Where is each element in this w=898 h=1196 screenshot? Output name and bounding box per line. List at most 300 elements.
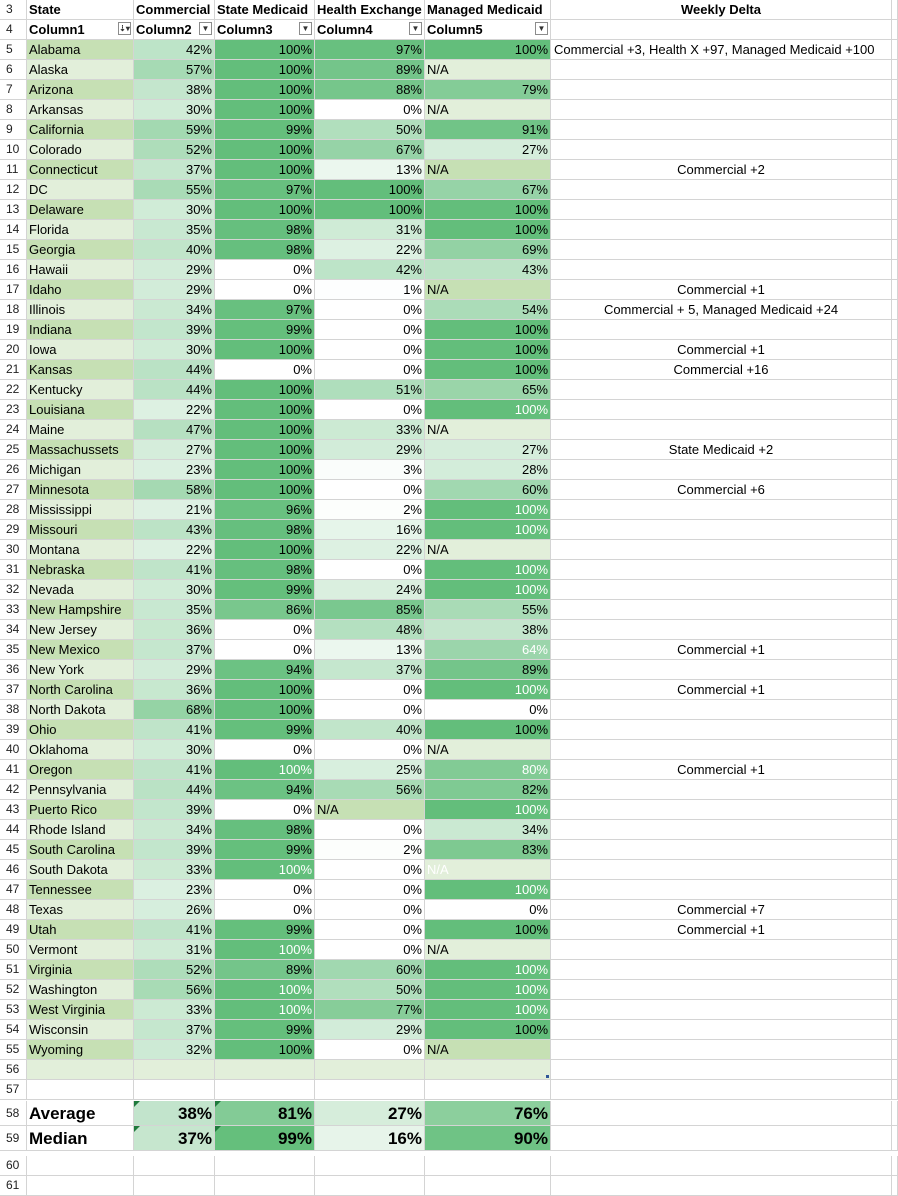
empty-cell[interactable] [215,1156,315,1176]
commercial-cell[interactable]: 29% [134,260,215,280]
state-medicaid-cell[interactable]: 100% [215,1040,315,1060]
row-header[interactable]: 48 [0,900,27,920]
row-header[interactable]: 52 [0,980,27,1000]
empty-cell[interactable] [551,1156,892,1176]
row-header[interactable]: 46 [0,860,27,880]
table-column-header-col1[interactable] [27,20,134,40]
table-resize-handle-icon[interactable] [546,1075,549,1078]
empty-cell[interactable] [134,1176,215,1196]
commercial-cell[interactable]: 21% [134,500,215,520]
empty-cell[interactable] [215,1176,315,1196]
empty-cell[interactable] [134,1156,215,1176]
state-medicaid-cell[interactable]: 0% [215,620,315,640]
commercial-cell[interactable]: 26% [134,900,215,920]
row-header[interactable]: 11 [0,160,27,180]
state-medicaid-cell[interactable]: 0% [215,280,315,300]
weekly-delta-cell[interactable] [551,260,892,280]
empty-cell[interactable] [892,280,898,300]
managed-medicaid-cell[interactable]: 100% [425,340,551,360]
state-name-cell[interactable]: New York [27,660,134,680]
row-header[interactable]: 23 [0,400,27,420]
health-exchange-cell[interactable]: 22% [315,240,425,260]
managed-medicaid-cell[interactable]: 91% [425,120,551,140]
commercial-cell[interactable]: 37% [134,160,215,180]
summary-label[interactable]: Median [27,1126,134,1151]
managed-medicaid-cell[interactable]: 60% [425,480,551,500]
weekly-delta-cell[interactable] [551,380,892,400]
health-exchange-cell[interactable]: 25% [315,760,425,780]
weekly-delta-cell[interactable]: Commercial +3, Health X +97, Managed Medicaid +100 [551,40,892,60]
empty-cell[interactable] [892,1080,898,1100]
commercial-cell[interactable]: 30% [134,580,215,600]
health-exchange-cell[interactable]: 50% [315,120,425,140]
weekly-delta-cell[interactable] [551,460,892,480]
health-exchange-cell[interactable]: 0% [315,700,425,720]
state-medicaid-cell[interactable]: 0% [215,360,315,380]
empty-cell[interactable] [892,380,898,400]
health-exchange-cell[interactable]: 100% [315,180,425,200]
commercial-cell[interactable]: 39% [134,840,215,860]
state-medicaid-cell[interactable]: 100% [215,460,315,480]
commercial-cell[interactable]: 40% [134,240,215,260]
state-medicaid-cell[interactable]: 98% [215,560,315,580]
managed-medicaid-cell[interactable]: 100% [425,720,551,740]
health-exchange-cell[interactable]: 13% [315,160,425,180]
state-medicaid-cell[interactable]: 100% [215,940,315,960]
state-name-cell[interactable]: Texas [27,900,134,920]
commercial-cell[interactable]: 23% [134,460,215,480]
managed-medicaid-cell[interactable]: 100% [425,200,551,220]
managed-medicaid-cell[interactable]: 64% [425,640,551,660]
row-header[interactable]: 60 [0,1156,27,1176]
state-name-cell[interactable]: Connecticut [27,160,134,180]
weekly-delta-cell[interactable]: Commercial +1 [551,340,892,360]
header-state[interactable]: State [27,0,134,20]
row-header[interactable]: 7 [0,80,27,100]
empty-cell[interactable] [551,20,892,40]
empty-cell[interactable] [892,520,898,540]
empty-cell[interactable] [892,700,898,720]
empty-cell[interactable] [892,1126,898,1151]
row-header[interactable]: 5 [0,40,27,60]
row-header[interactable]: 44 [0,820,27,840]
state-medicaid-cell[interactable]: 99% [215,120,315,140]
commercial-cell[interactable]: 41% [134,760,215,780]
state-name-cell[interactable]: Wisconsin [27,1020,134,1040]
empty-cell[interactable] [892,960,898,980]
weekly-delta-cell[interactable]: Commercial +1 [551,760,892,780]
header-commercial[interactable]: Commercial [134,0,215,20]
weekly-delta-cell[interactable]: Commercial +1 [551,680,892,700]
health-exchange-cell[interactable]: 51% [315,380,425,400]
weekly-delta-cell[interactable]: Commercial +1 [551,920,892,940]
weekly-delta-cell[interactable] [551,580,892,600]
weekly-delta-cell[interactable] [551,200,892,220]
managed-medicaid-cell[interactable]: 80% [425,760,551,780]
health-exchange-cell[interactable]: 0% [315,920,425,940]
managed-medicaid-cell[interactable]: 0% [425,900,551,920]
state-name-cell[interactable]: Indiana [27,320,134,340]
empty-cell[interactable] [892,660,898,680]
row-header[interactable]: 61 [0,1176,27,1196]
commercial-cell[interactable]: 37% [134,1020,215,1040]
health-exchange-cell[interactable]: 29% [315,1020,425,1040]
empty-cell[interactable] [892,420,898,440]
state-name-cell[interactable]: New Mexico [27,640,134,660]
state-name-cell[interactable]: Delaware [27,200,134,220]
empty-cell[interactable] [551,1101,892,1126]
managed-medicaid-cell[interactable]: 34% [425,820,551,840]
managed-medicaid-cell[interactable]: 67% [425,180,551,200]
row-header[interactable]: 56 [0,1060,27,1080]
empty-cell[interactable] [892,980,898,1000]
state-name-cell[interactable]: Alabama [27,40,134,60]
empty-cell[interactable] [892,1176,898,1196]
commercial-cell[interactable]: 34% [134,820,215,840]
row-header[interactable]: 53 [0,1000,27,1020]
commercial-cell[interactable]: 41% [134,560,215,580]
managed-medicaid-cell[interactable]: 100% [425,680,551,700]
commercial-cell[interactable]: 42% [134,40,215,60]
summary-health-exchange[interactable]: 27% [315,1101,425,1126]
row-header[interactable]: 4 [0,20,27,40]
commercial-cell[interactable]: 39% [134,800,215,820]
row-header[interactable]: 17 [0,280,27,300]
weekly-delta-cell[interactable] [551,800,892,820]
managed-medicaid-cell[interactable]: 100% [425,960,551,980]
health-exchange-cell[interactable]: 0% [315,1040,425,1060]
managed-medicaid-cell[interactable]: 79% [425,80,551,100]
commercial-cell[interactable]: 52% [134,960,215,980]
empty-cell[interactable] [892,580,898,600]
weekly-delta-cell[interactable] [551,740,892,760]
state-name-cell[interactable]: Oregon [27,760,134,780]
commercial-cell[interactable]: 57% [134,60,215,80]
weekly-delta-cell[interactable] [551,780,892,800]
health-exchange-cell[interactable]: 2% [315,840,425,860]
managed-medicaid-cell[interactable]: N/A [425,540,551,560]
weekly-delta-cell[interactable] [551,540,892,560]
managed-medicaid-cell[interactable]: 100% [425,40,551,60]
state-name-cell[interactable]: Florida [27,220,134,240]
state-medicaid-cell[interactable]: 99% [215,320,315,340]
state-medicaid-cell[interactable]: 100% [215,860,315,880]
row-header[interactable]: 37 [0,680,27,700]
health-exchange-cell[interactable]: 33% [315,420,425,440]
empty-cell[interactable] [892,300,898,320]
state-name-cell[interactable]: Washington [27,980,134,1000]
row-header[interactable]: 31 [0,560,27,580]
managed-medicaid-cell[interactable]: N/A [425,420,551,440]
state-medicaid-cell[interactable]: 99% [215,920,315,940]
health-exchange-cell[interactable]: N/A [315,800,425,820]
row-header[interactable]: 3 [0,0,27,20]
empty-cell[interactable] [215,1080,315,1100]
weekly-delta-cell[interactable] [551,860,892,880]
empty-cell[interactable] [892,680,898,700]
health-exchange-cell[interactable]: 56% [315,780,425,800]
row-header[interactable]: 25 [0,440,27,460]
row-header[interactable]: 57 [0,1080,27,1100]
row-header[interactable]: 12 [0,180,27,200]
commercial-cell[interactable]: 47% [134,420,215,440]
weekly-delta-cell[interactable] [551,720,892,740]
health-exchange-cell[interactable]: 0% [315,880,425,900]
row-header[interactable]: 20 [0,340,27,360]
row-header[interactable]: 49 [0,920,27,940]
state-name-cell[interactable]: New Jersey [27,620,134,640]
state-medicaid-cell[interactable]: 100% [215,140,315,160]
state-medicaid-cell[interactable]: 86% [215,600,315,620]
state-name-cell[interactable]: Iowa [27,340,134,360]
managed-medicaid-cell[interactable]: N/A [425,100,551,120]
empty-cell[interactable] [892,740,898,760]
state-medicaid-cell[interactable]: 94% [215,660,315,680]
state-name-cell[interactable]: Missouri [27,520,134,540]
empty-cell[interactable] [892,600,898,620]
state-name-cell[interactable]: Puerto Rico [27,800,134,820]
commercial-cell[interactable]: 33% [134,1000,215,1020]
state-medicaid-cell[interactable]: 100% [215,680,315,700]
weekly-delta-cell[interactable] [551,120,892,140]
state-name-cell[interactable]: Illinois [27,300,134,320]
table-column-header-col5[interactable] [425,20,551,40]
empty-cell[interactable] [551,1060,892,1080]
state-name-cell[interactable]: New Hampshire [27,600,134,620]
weekly-delta-cell[interactable] [551,140,892,160]
managed-medicaid-cell[interactable]: 83% [425,840,551,860]
health-exchange-cell[interactable]: 97% [315,40,425,60]
empty-cell[interactable] [27,1176,134,1196]
row-header[interactable]: 38 [0,700,27,720]
empty-cell[interactable] [892,460,898,480]
weekly-delta-cell[interactable] [551,1000,892,1020]
state-name-cell[interactable]: Mississippi [27,500,134,520]
state-medicaid-cell[interactable]: 100% [215,700,315,720]
state-name-cell[interactable]: Nevada [27,580,134,600]
row-header[interactable]: 50 [0,940,27,960]
weekly-delta-cell[interactable] [551,500,892,520]
state-name-cell[interactable]: Pennsylvania [27,780,134,800]
weekly-delta-cell[interactable] [551,240,892,260]
health-exchange-cell[interactable]: 100% [315,200,425,220]
managed-medicaid-cell[interactable]: 65% [425,380,551,400]
state-medicaid-cell[interactable]: 100% [215,40,315,60]
summary-managed-medicaid[interactable]: 90% [425,1126,551,1151]
row-header[interactable]: 9 [0,120,27,140]
state-name-cell[interactable]: South Carolina [27,840,134,860]
commercial-cell[interactable]: 29% [134,280,215,300]
commercial-cell[interactable]: 59% [134,120,215,140]
empty-cell[interactable] [892,560,898,580]
weekly-delta-cell[interactable] [551,840,892,860]
weekly-delta-cell[interactable] [551,520,892,540]
empty-cell[interactable] [892,180,898,200]
weekly-delta-cell[interactable] [551,60,892,80]
state-name-cell[interactable]: Wyoming [27,1040,134,1060]
managed-medicaid-cell[interactable]: 43% [425,260,551,280]
state-name-cell[interactable]: North Dakota [27,700,134,720]
state-name-cell[interactable]: Alaska [27,60,134,80]
weekly-delta-cell[interactable] [551,320,892,340]
state-name-cell[interactable]: Michigan [27,460,134,480]
weekly-delta-cell[interactable] [551,180,892,200]
state-medicaid-cell[interactable]: 97% [215,180,315,200]
row-header[interactable]: 22 [0,380,27,400]
empty-cell[interactable] [892,260,898,280]
commercial-cell[interactable]: 22% [134,400,215,420]
empty-cell[interactable] [215,1060,315,1080]
managed-medicaid-cell[interactable]: 100% [425,1000,551,1020]
filter-dropdown-icon[interactable]: ▼ [299,22,312,35]
row-header[interactable]: 26 [0,460,27,480]
row-header[interactable]: 10 [0,140,27,160]
row-header[interactable]: 41 [0,760,27,780]
row-header[interactable]: 39 [0,720,27,740]
health-exchange-cell[interactable]: 0% [315,940,425,960]
table-column-header-col3[interactable] [215,20,315,40]
weekly-delta-cell[interactable] [551,700,892,720]
empty-cell[interactable] [551,1080,892,1100]
commercial-cell[interactable]: 35% [134,600,215,620]
empty-cell[interactable] [892,240,898,260]
weekly-delta-cell[interactable] [551,880,892,900]
commercial-cell[interactable]: 33% [134,860,215,880]
state-medicaid-cell[interactable]: 0% [215,640,315,660]
weekly-delta-cell[interactable] [551,600,892,620]
summary-managed-medicaid[interactable]: 76% [425,1101,551,1126]
filter-dropdown-icon[interactable]: ▼ [535,22,548,35]
state-medicaid-cell[interactable]: 100% [215,340,315,360]
empty-cell[interactable] [892,120,898,140]
health-exchange-cell[interactable]: 60% [315,960,425,980]
row-header[interactable]: 47 [0,880,27,900]
empty-cell[interactable] [892,1101,898,1126]
commercial-cell[interactable]: 44% [134,780,215,800]
health-exchange-cell[interactable]: 29% [315,440,425,460]
health-exchange-cell[interactable]: 0% [315,400,425,420]
empty-cell[interactable] [425,1080,551,1100]
empty-cell[interactable] [27,1080,134,1100]
state-medicaid-cell[interactable]: 100% [215,380,315,400]
managed-medicaid-cell[interactable]: 89% [425,660,551,680]
managed-medicaid-cell[interactable]: 100% [425,920,551,940]
empty-cell[interactable] [892,400,898,420]
sort-filter-icon[interactable]: ⇣▾ [119,24,130,33]
commercial-cell[interactable]: 44% [134,360,215,380]
state-medicaid-cell[interactable]: 99% [215,840,315,860]
state-medicaid-cell[interactable]: 100% [215,160,315,180]
commercial-cell[interactable]: 55% [134,180,215,200]
state-name-cell[interactable]: Utah [27,920,134,940]
managed-medicaid-cell[interactable]: 100% [425,220,551,240]
row-header[interactable]: 42 [0,780,27,800]
state-name-cell[interactable]: Georgia [27,240,134,260]
managed-medicaid-cell[interactable]: 100% [425,320,551,340]
weekly-delta-cell[interactable] [551,1040,892,1060]
weekly-delta-cell[interactable] [551,960,892,980]
empty-cell[interactable] [892,720,898,740]
empty-cell[interactable] [315,1176,425,1196]
state-medicaid-cell[interactable]: 100% [215,420,315,440]
commercial-cell[interactable]: 30% [134,740,215,760]
state-medicaid-cell[interactable]: 0% [215,740,315,760]
empty-cell[interactable] [892,200,898,220]
state-medicaid-cell[interactable]: 100% [215,200,315,220]
header-health-exchange[interactable]: Health Exchange [315,0,425,20]
weekly-delta-cell[interactable]: Commercial +7 [551,900,892,920]
row-header[interactable]: 15 [0,240,27,260]
state-name-cell[interactable]: Arizona [27,80,134,100]
empty-cell[interactable] [892,940,898,960]
state-name-cell[interactable]: Montana [27,540,134,560]
empty-cell[interactable] [892,340,898,360]
managed-medicaid-cell[interactable]: N/A [425,160,551,180]
health-exchange-cell[interactable]: 16% [315,520,425,540]
empty-cell[interactable] [892,40,898,60]
empty-cell[interactable] [27,1156,134,1176]
managed-medicaid-cell[interactable]: 100% [425,500,551,520]
commercial-cell[interactable]: 37% [134,640,215,660]
commercial-cell[interactable]: 44% [134,380,215,400]
managed-medicaid-cell[interactable]: 28% [425,460,551,480]
empty-cell[interactable] [892,1000,898,1020]
state-medicaid-cell[interactable]: 99% [215,1020,315,1040]
row-header[interactable]: 34 [0,620,27,640]
empty-cell[interactable] [892,800,898,820]
row-header[interactable]: 33 [0,600,27,620]
health-exchange-cell[interactable]: 48% [315,620,425,640]
health-exchange-cell[interactable]: 0% [315,740,425,760]
summary-health-exchange[interactable]: 16% [315,1126,425,1151]
row-header[interactable]: 43 [0,800,27,820]
empty-cell[interactable] [892,840,898,860]
row-header[interactable]: 19 [0,320,27,340]
empty-cell[interactable] [892,880,898,900]
weekly-delta-cell[interactable] [551,80,892,100]
summary-commercial[interactable]: 38% [134,1101,215,1126]
weekly-delta-cell[interactable] [551,940,892,960]
state-name-cell[interactable]: North Carolina [27,680,134,700]
managed-medicaid-cell[interactable]: N/A [425,60,551,80]
empty-cell[interactable] [892,20,898,40]
row-header[interactable]: 16 [0,260,27,280]
managed-medicaid-cell[interactable]: 27% [425,440,551,460]
state-medicaid-cell[interactable]: 99% [215,580,315,600]
header-weekly-delta[interactable]: Weekly Delta [551,0,892,20]
commercial-cell[interactable]: 38% [134,80,215,100]
row-header[interactable]: 30 [0,540,27,560]
state-medicaid-cell[interactable]: 100% [215,440,315,460]
state-medicaid-cell[interactable]: 100% [215,760,315,780]
commercial-cell[interactable]: 32% [134,1040,215,1060]
commercial-cell[interactable]: 36% [134,680,215,700]
health-exchange-cell[interactable]: 77% [315,1000,425,1020]
state-name-cell[interactable]: Tennessee [27,880,134,900]
state-name-cell[interactable]: Maine [27,420,134,440]
filter-dropdown-icon[interactable]: ▼ [409,22,422,35]
weekly-delta-cell[interactable]: Commercial +6 [551,480,892,500]
empty-cell[interactable] [892,320,898,340]
row-header[interactable]: 24 [0,420,27,440]
row-header[interactable]: 45 [0,840,27,860]
empty-cell[interactable] [892,140,898,160]
state-medicaid-cell[interactable]: 98% [215,820,315,840]
weekly-delta-cell[interactable]: Commercial +1 [551,640,892,660]
state-name-cell[interactable]: Vermont [27,940,134,960]
state-medicaid-cell[interactable]: 98% [215,520,315,540]
health-exchange-cell[interactable]: 85% [315,600,425,620]
